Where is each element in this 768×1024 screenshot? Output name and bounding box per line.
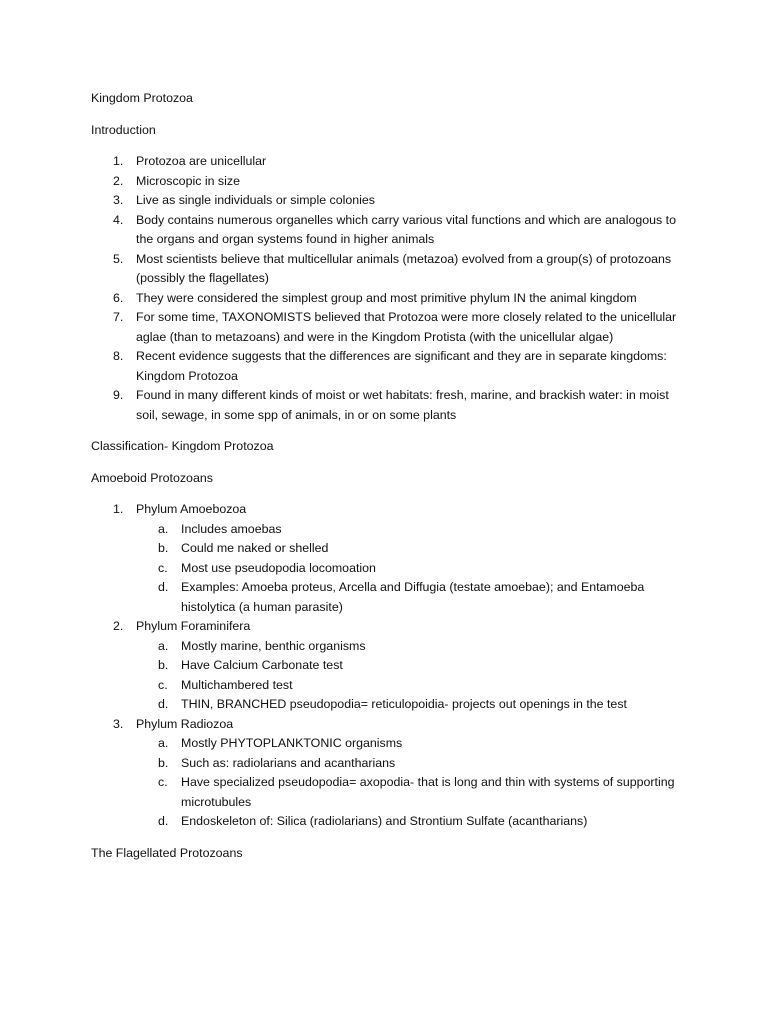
sub-list-letter: c.: [158, 677, 168, 692]
list-number: 5.: [113, 251, 124, 266]
sub-list-letter: d.: [158, 580, 169, 594]
sub-list-item: [136, 539, 691, 559]
list-text: Found in many different kinds of moist or wet habitats: fresh, marine, and brackish water: in moist soil, sewage, in some spp of animals, in or on some plants: [136, 388, 669, 422]
sub-list-letter: c.: [158, 560, 168, 575]
list-item: [91, 191, 691, 211]
sub-list-text: Includes amoebas: [181, 521, 282, 536]
list-number: 3.: [113, 193, 124, 207]
list-item: [91, 172, 691, 192]
sub-list-text: Could me naked or shelled: [181, 541, 329, 555]
list-text: Live as single individuals or simple colonies: [136, 193, 375, 207]
list-text: Body contains numerous organelles which carry various vital functions and which are analogous to the organs and organ systems found in higher animals: [136, 212, 676, 246]
document-page: [91, 89, 691, 875]
sub-list-item: [136, 578, 691, 617]
phylum-item: [91, 715, 691, 832]
sub-list-item: [136, 812, 691, 832]
list-number: 9.: [113, 388, 124, 402]
sub-list-text: Most use pseudopodia locomoation: [181, 560, 376, 575]
sub-list-letter: b.: [158, 755, 169, 770]
list-number: 6.: [113, 290, 124, 305]
list-text: They were considered the simplest group and most primitive phylum IN the animal kingdom: [136, 290, 637, 305]
sub-list-item: [136, 734, 691, 754]
phylum-item: [91, 617, 691, 715]
sub-list-text: Mostly marine, benthic organisms: [181, 638, 366, 653]
sub-list-letter: a.: [158, 521, 169, 536]
list-number: 8.: [113, 349, 124, 363]
phylum-sub-list: [136, 520, 691, 618]
list-item: [91, 152, 691, 172]
sub-list-text: Mostly PHYTOPLANKTONIC organisms: [181, 736, 403, 750]
sub-list-item: [136, 637, 691, 657]
sub-list-item: [136, 695, 691, 715]
list-item: [91, 289, 691, 309]
list-text: Microscopic in size: [136, 173, 240, 188]
sub-list-text: Have Calcium Carbonate test: [181, 658, 343, 672]
list-item: [91, 386, 691, 425]
sub-list-text: Endoskeleton of: Silica (radiolarians) and Strontium Sulfate (acantharians): [181, 814, 588, 828]
phylum-sub-list: [136, 637, 691, 715]
sub-list-text: THIN, BRANCHED pseudopodia= reticulopoidia- projects out openings in the test: [181, 697, 627, 711]
intro-list: [91, 152, 691, 425]
sub-list-letter: d.: [158, 814, 169, 828]
list-number: 3.: [113, 716, 124, 731]
sub-list-item: [136, 559, 691, 579]
list-number: 4.: [113, 212, 124, 227]
sub-list-text: Examples: Amoeba proteus, Arcella and Diffugia (testate amoebae); and Entamoeba histolytica (a human parasite): [181, 580, 645, 614]
classification-heading: Classification- Kingdom Protozoa: [91, 439, 274, 453]
flagellated-heading: The Flagellated Protozoans: [91, 845, 243, 860]
sub-list-letter: a.: [158, 638, 169, 653]
list-item: [91, 347, 691, 386]
sub-list-item: [136, 754, 691, 774]
list-number: 1.: [113, 154, 124, 168]
list-item: [91, 211, 691, 250]
sub-list-item: [136, 773, 691, 812]
phylum-item: [91, 500, 691, 617]
list-number: 2.: [113, 619, 124, 633]
sub-list-item: [136, 676, 691, 696]
sub-list-letter: b.: [158, 658, 169, 672]
phylum-name: Phylum Radiozoa: [136, 716, 234, 731]
sub-list-letter: a.: [158, 736, 169, 750]
list-item: [91, 250, 691, 289]
sub-list-letter: c.: [158, 775, 168, 789]
sub-list-item: [136, 520, 691, 540]
sub-list-text: Have specialized pseudopodia= axopodia- that is long and thin with systems of supporting microtubules: [181, 775, 675, 809]
sub-list-letter: d.: [158, 697, 169, 711]
list-number: 1.: [113, 502, 124, 516]
phylum-list: [91, 500, 691, 832]
amoeboid-heading: Amoeboid Protozoans: [91, 470, 213, 485]
list-number: 2.: [113, 173, 124, 188]
phylum-sub-list: [136, 734, 691, 832]
phylum-name: Phylum Foraminifera: [136, 619, 251, 633]
sub-list-item: [136, 656, 691, 676]
list-text: Protozoa are unicellular: [136, 154, 267, 168]
sub-list-letter: b.: [158, 541, 169, 555]
list-text: For some time, TAXONOMISTS believed that Protozoa were more closely related to the unicellular aglae (than to metazoans) and were in the Kingdom Protista (with the unicellular algae): [136, 310, 677, 344]
sub-list-text: Multichambered test: [181, 677, 293, 692]
sub-list-text: Such as: radiolarians and acantharians: [181, 755, 396, 770]
list-item: [91, 308, 691, 347]
list-text: Most scientists believe that multicellular animals (metazoa) evolved from a group(s) of protozoans (possibly the flagellates): [136, 251, 672, 285]
phylum-name: Phylum Amoebozoa: [136, 502, 247, 516]
list-number: 7.: [113, 310, 124, 324]
intro-heading: Introduction: [91, 122, 156, 137]
list-text: Recent evidence suggests that the differences are significant and they are in separate kingdoms: Kingdom Protozoa: [136, 349, 667, 383]
document-title: Kingdom Protozoa: [91, 91, 193, 105]
